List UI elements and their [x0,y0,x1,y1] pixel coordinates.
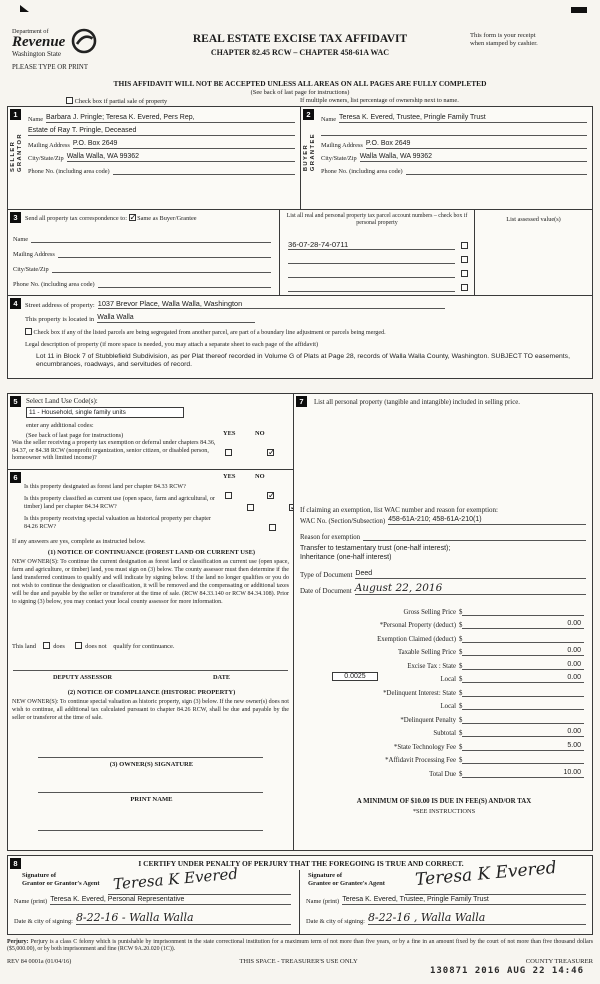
certify-statement: I CERTIFY UNDER PENALTY OF PERJURY THAT THE FOREGOING IS TRUE AND CORRECT. [138,859,464,868]
correspondence-section [8,210,280,295]
wac-label: WAC No. (Section/Subsection) [300,518,386,525]
seller-fields [28,110,295,175]
partial-sale-label: Check box if partial sale of property [74,98,168,105]
same-as-buyer-checkbox[interactable] [129,214,136,221]
delinquent-interest-local-label: Local [440,703,456,710]
legal-description-field[interactable]: Lot 11 in Block 7 of Stubblefield Subdivision, as per Plat thereof recorded in Volume G of Plats at Page 28, records of Walla Walla County, Washington. SUBJECT TO easements, encumbrances, roadways, and servitudes of record. [36,353,570,369]
dollar-sign: $ [459,757,463,764]
scan-artifact-bar [571,7,587,13]
affidavit-processing-fee-label: *Affidavit Processing Fee [385,757,456,764]
seller-citystatezip-label: City/State/Zip [28,155,64,162]
corr-phone-label: Phone No. (including area code) [13,281,95,288]
dollar-sign: $ [459,730,463,737]
sec6-yes-header: YES [223,473,236,480]
grantor-date-city-label: Date & city of signing: [14,918,73,925]
receipt-note [470,32,588,48]
dollar-sign: $ [459,649,463,656]
seller-citystatezip-field[interactable]: Walla Walla, WA 99362 [67,153,295,162]
excise-tax-local-field[interactable]: 0.00 [462,674,584,683]
section-4-badge: 4 [10,298,21,309]
corr-phone-field[interactable] [98,279,271,288]
personal-property-deduct-field[interactable]: 0.00 [462,620,584,629]
buyer-side-label-2: GRANTEE [310,133,316,172]
perjury-lead: Perjury: [7,939,29,945]
delinquent-penalty-label: *Delinquent Penalty [400,716,456,724]
corr-mailing-label: Mailing Address [13,251,55,258]
grantor-sig-label-1: Signature of [22,872,57,879]
seller-name-field[interactable]: Barbara J. Pringle; Teresa K. Evered, Pers Rep, [46,114,295,123]
dollar-sign: $ [459,635,463,643]
grantor-name-print-field[interactable]: Teresa K. Evered, Personal Representative [50,896,291,905]
delinquent-interest-state-field[interactable] [462,688,584,697]
buyer-mailing-label: Mailing Address [321,142,363,149]
seller-side-label-1: SELLER [10,140,16,172]
excise-tax-state-field[interactable]: 0.00 [462,661,584,670]
reason-line-1: Transfer to testamentary trust (one-half interest); [300,545,451,552]
qualify-pre-label: This land [12,643,36,650]
dollar-sign: $ [459,608,463,616]
money-row [294,697,592,711]
notice-continuance-body: NEW OWNER(S): To continue the current designation as forest land or classification as current use (open space, farm and agriculture, or timber) land, you must sign on (3) below. The county assessor must then determine if the land transferred continues to qualify and will indicate by signing below. If the land no longer qualifies or you do not wish to continue the designation or classification, it will be removed and the compensating or additional taxes will be due and payable by the seller or transferor at the time of sale. (RCW 84.33.140 or RCW 84.34.108). Prior to signing (3) below, you may contact your local county assessor for more information. [12,559,289,605]
corr-citystatezip-label: City/State/Zip [13,266,49,273]
corr-name-field[interactable] [31,234,271,243]
date-of-document-label: Date of Document [300,587,352,595]
grantee-sig-label-1: Signature of [308,872,343,879]
forest-land-question: Is this property designated as forest land per chapter 84.33 RCW? [24,484,186,490]
property-description-row [8,296,592,379]
exemption-intro: If claiming an exemption, list WAC number and reason for exemption: [300,506,498,514]
q1-no-checkbox[interactable] [267,492,274,499]
type-of-document-field[interactable]: Deed [355,570,586,579]
section-3-badge: 3 [10,212,21,223]
total-due-label: Total Due [429,770,456,778]
excise-tax-local-label: Local [440,676,456,683]
gross-selling-price-field[interactable] [462,607,584,616]
partial-sale-row [66,97,167,105]
date-of-document-field[interactable]: August 22, 2016 [355,582,586,595]
buyer-side-label [303,133,316,171]
gross-selling-price-label: Gross Selling Price [403,608,456,616]
section-5-badge: 5 [10,396,21,407]
money-row [294,616,592,630]
dollar-sign: $ [459,689,463,697]
additional-codes-label: enter any additional codes: [26,422,94,429]
street-address-label: Street address of property: [25,302,95,309]
legal-description-label: Legal description of property (if more space is needed, you may attach a separate sheet to each page of the affidavit) [25,341,319,348]
receipt-note-line2: when stamped by cashier. [470,40,538,47]
extra-signature-line[interactable] [38,830,263,831]
does-label: does [53,643,65,650]
money-row [294,683,592,697]
land-use-code-field[interactable]: 11 - Household, single family units [26,407,184,418]
parcel-personal-checkbox-1[interactable] [461,242,468,249]
money-row [294,656,592,670]
sec5-yes-checkbox[interactable] [225,449,232,456]
sec5-no-header: NO [255,430,265,437]
taxable-selling-price-field[interactable]: 0.00 [462,647,584,656]
segregated-row [25,328,586,336]
print-name-label: PRINT NAME [130,796,173,803]
money-row [294,764,592,778]
parcel-personal-checkbox-3[interactable] [461,270,468,277]
reason-line-2: Inheritance (one-half interest) [300,554,392,561]
parcel-number-field-3[interactable] [288,277,455,278]
grantee-name-print-field[interactable]: Teresa K. Evered, Trustee, Pringle Family Trust [342,896,586,905]
money-row [294,737,592,751]
if-yes-note: If any answers are yes, complete as instructed below. [12,538,146,545]
corr-name-label: Name [13,236,29,243]
money-rows [294,602,592,778]
agency-dept-line: Department of [12,28,49,35]
send-correspondence-label: Send all property tax correspondence to: [25,215,127,222]
buyer-fields [321,110,587,175]
segregated-checkbox[interactable] [25,328,32,335]
sec5-no-checkbox[interactable] [267,449,274,456]
cashier-stamp: 130871 2016 AUG 22 14:46 [429,966,584,976]
sec5-see-back-note: (See back of last page for instructions) [26,432,124,439]
seller-phone-label: Phone No. (including area code) [28,168,110,175]
buyer-section [301,107,592,209]
delinquent-penalty-field[interactable] [462,715,584,724]
money-row [294,710,592,724]
parcel-personal-checkbox-4[interactable] [461,284,468,291]
parcel-list [288,236,468,292]
please-type-note: PLEASE TYPE OR PRINT [12,64,88,71]
see-back-note: (See back of last page for instructions) [250,89,350,96]
buyer-name-label: Name [321,116,337,123]
parcel-numbers-header: List all real and personal property tax parcel account numbers – check box if personal property [286,213,468,226]
receipt-note-line1: This form is your receipt [470,32,536,39]
does-not-checkbox[interactable] [75,642,82,649]
buyer-citystatezip-field[interactable]: Walla Walla, WA 99362 [360,153,587,162]
dollar-sign: $ [459,622,463,629]
section-2-badge: 2 [303,109,314,120]
personal-property-label: List all personal property (tangible and intangible) included in selling price. [314,399,520,406]
street-address-field[interactable]: 1037 Brevor Place, Walla Walla, Washington [98,299,445,309]
correspondence-fields [13,228,271,288]
parcel-number-field-2[interactable] [288,263,455,264]
dollar-sign: $ [459,716,463,724]
sec6-no-header: NO [255,473,265,480]
notice-compliance-title: (2) NOTICE OF COMPLIANCE (HISTORIC PROPERTY) [67,689,236,696]
seller-phone-field[interactable] [113,166,295,175]
current-use-question: Is this property classified as current use (open space, farm and agricultural, or timber) land per chapter 84.34 RCW? [24,496,215,510]
tax-correspondence-row [8,210,592,296]
owners-signature-line[interactable] [38,757,263,758]
form-title-block [150,33,450,57]
historic-property-question: Is this property receiving special valuation as historical property per chapter 84.26 RCW? [24,516,211,530]
money-row [294,670,592,684]
notice-continuance-title: (1) NOTICE OF CONTINUANCE (FOREST LAND OR CURRENT USE) [47,549,256,556]
grantee-date-city-label: Date & city of signing: [306,918,365,925]
buyer-citystatezip-label: City/State/Zip [321,155,357,162]
form-subtitle: CHAPTER 82.45 RCW – CHAPTER 458-61A WAC [210,48,390,57]
dollar-sign: $ [459,770,463,778]
section-6-badge: 6 [10,472,21,483]
parcel-personal-checkbox-2[interactable] [461,256,468,263]
buyer-name-field-2[interactable] [321,127,587,136]
left-column-box [7,393,294,851]
subtotal-label: Subtotal [433,730,456,737]
agency-block [12,28,162,58]
same-as-buyer-label: Same as Buyer/Grantee [137,215,197,222]
money-row [294,602,592,616]
partial-sale-checkbox[interactable] [66,97,73,104]
seller-name-label: Name [28,116,44,123]
wac-field[interactable]: 458-61A-210; 458-61A-210(1) [388,516,586,525]
agency-state: Washington State [12,50,62,58]
type-of-document-label: Type of Document [300,571,353,579]
main-form-box [7,106,593,379]
does-not-label: does not [85,643,107,650]
land-use-section [8,394,293,470]
grantor-signature-block [8,864,300,934]
delinquent-interest-local-field[interactable] [462,701,584,710]
seller-section [8,107,301,209]
minimum-due-note: A MINIMUM OF $10.00 IS DUE IN FEE(S) AND/OR TAX [356,798,532,805]
local-rate-box: 0.0025 [332,672,378,681]
taxable-selling-price-label: Taxable Selling Price [397,649,456,656]
grantor-name-print-label: Name (print) [14,898,48,905]
print-name-line[interactable] [38,792,263,793]
seller-mailing-field[interactable]: P.O. Box 2649 [73,140,295,149]
total-due-field[interactable]: 10.00 [462,769,584,778]
money-row [294,724,592,738]
state-technology-fee-label: *State Technology Fee [393,743,456,751]
personal-property-deduct-label: *Personal Property (deduct) [379,622,456,629]
seller-mailing-label: Mailing Address [28,142,70,149]
exemption-deferral-question: Was the seller receiving a property tax exemption or deferral under chapters 84.36, 84.37, or 84.38 RCW (nonprofit organization, senior citizen, or disabled person, homeowner with limited income)? [12,440,216,462]
q3-yes-checkbox[interactable] [269,524,276,531]
treasurer-space-label: THIS SPACE - TREASURER'S USE ONLY [239,958,358,965]
section-1-badge: 1 [10,109,21,120]
segregated-label: Check box if any of the listed parcels are being segregated from another parcel, are part of a boundary line adjustment or parcels being merged. [33,330,386,336]
not-accepted-warning: THIS AFFIDAVIT WILL NOT BE ACCEPTED UNLESS ALL AREAS ON ALL PAGES ARE FULLY COMPLETED [113,79,487,88]
grantee-date-city-field[interactable]: 8-22-16 , Walla Walla [368,911,586,925]
section-8-badge: 8 [10,858,21,869]
money-row [294,629,592,643]
state-technology-fee-field[interactable]: 5.00 [462,742,584,751]
grantor-sig-label-2: Grantor or Grantor's Agent [22,880,100,887]
parcel-number-field-1[interactable]: 36-07-28-74-0711 [288,240,455,250]
money-row [294,643,592,657]
grantee-name-print-label: Name (print) [306,898,340,905]
deputy-assessor-signature-line[interactable] [13,670,288,671]
continuance-qualify-row [12,642,174,650]
parties-row [8,107,592,210]
perjury-statement [7,939,593,953]
seller-name-field-2[interactable]: Estate of Ray T. Pringle, Deceased [28,127,295,136]
buyer-phone-field[interactable] [406,166,587,175]
county-treasurer-label: COUNTY TREASURER [525,958,593,965]
dor-logo-icon [71,28,98,55]
footer-row [7,958,593,965]
reason-exemption-field[interactable] [363,532,586,541]
deputy-assessor-label: DEPUTY ASSESSOR [53,674,113,681]
money-row [294,751,592,765]
property-located-field[interactable]: Walla Walla [97,314,255,323]
does-checkbox[interactable] [43,642,50,649]
see-instructions-note: *SEE INSTRUCTIONS [412,808,476,815]
grantee-signature[interactable]: Teresa K Evered [414,857,558,891]
certification-box [7,855,593,935]
buyer-phone-label: Phone No. (including area code) [321,168,403,175]
notice-compliance-body: NEW OWNER(S): To continue special valuation as historic property, sign (3) below. If the new owner(s) does not wish to continue, all additional tax calculated pursuant to chapter 84.26 RCW, shall be due and payable by the seller or transferor at the time of sale. [12,699,289,721]
grantor-date-city-field[interactable]: 8-22-16 - Walla Walla [76,911,291,925]
assessed-values-section [475,210,592,295]
sec5-yes-header: YES [223,430,236,437]
section-7-badge: 7 [296,396,307,407]
corr-mailing-field[interactable] [58,249,271,258]
rev-number: REV 84 0001a (01/04/16) [7,958,72,965]
exemption-claimed-field[interactable] [462,634,584,643]
dollar-sign: $ [459,703,463,710]
forest-currentuse-section [8,470,293,851]
grantor-signature[interactable]: Teresa K Evered [112,864,239,894]
buyer-mailing-field[interactable]: P.O. Box 2649 [366,140,587,149]
reason-exemption-label: Reason for exemption [300,534,361,541]
property-located-label: This property is located in [25,316,95,323]
seller-side-label-2: GRANTOR [17,133,23,172]
dollar-sign: $ [459,743,463,751]
delinquent-interest-state-label: *Delinquent Interest: State [383,689,456,697]
dollar-sign: $ [459,676,463,683]
perjury-body: Perjury is a class C felony which is punishable by imprisonment in the state correctional institution for a maximum term of not more than five years, or by a fine in an amount fixed by the court of not more than five thousand dollars ($5,000.00), or by both imprisonment and fine (RCW 9A.20.020 (1C)). [7,939,593,953]
subtotal-field[interactable]: 0.00 [462,728,584,737]
parcel-numbers-section [280,210,475,295]
buyer-side-label-1: BUYER [303,143,309,172]
assessed-values-header: List assessed value(s) [506,216,561,223]
qualify-post-label: qualify for continuance. [113,643,175,650]
dollar-sign: $ [459,662,463,670]
agency-name: Revenue [12,34,66,50]
buyer-name-field[interactable]: Teresa K. Evered, Trustee, Pringle Family Trust [339,114,587,123]
q1-yes-checkbox[interactable] [225,492,232,499]
exemption-claimed-label: Exemption Claimed (deduct) [377,635,456,643]
affidavit-processing-fee-field[interactable] [462,755,584,764]
scan-artifact-triangle [20,5,29,12]
land-use-title: Select Land Use Code(s): [26,397,98,405]
parcel-number-field-4[interactable] [288,291,455,292]
corr-citystatezip-field[interactable] [52,264,271,273]
owners-signature-label: (3) OWNER(S) SIGNATURE [109,761,194,768]
form-title: REAL ESTATE EXCISE TAX AFFIDAVIT [192,33,408,45]
q2-yes-checkbox[interactable] [247,504,254,511]
tax-computation-box [293,393,593,851]
send-correspondence-line [25,214,197,222]
grantee-sig-label-2: Grantee or Grantee's Agent [308,880,385,887]
excise-tax-state-label: Excise Tax : State [407,662,456,670]
seller-side-label [10,133,23,172]
deputy-date-label: DATE [213,674,231,681]
multiple-owners-note: If multiple owners, list percentage of ownership next to name. [300,97,459,104]
